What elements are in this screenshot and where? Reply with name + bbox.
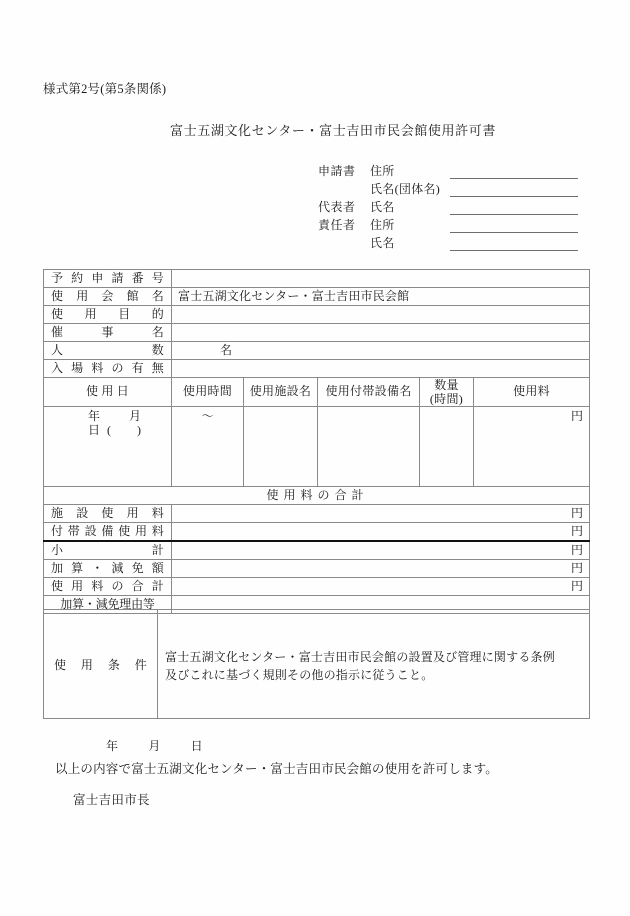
value-hall-name[interactable]: 富士五湖文化センター・富士吉田市民会館	[172, 288, 590, 306]
entry-date-input[interactable]: 年 月 日( )	[44, 407, 172, 487]
entry-quantity-input[interactable]	[420, 407, 474, 487]
representative-name-input[interactable]	[450, 201, 578, 215]
value-reservation-number[interactable]	[172, 270, 590, 288]
value-admission-fee[interactable]	[172, 360, 590, 378]
value-equipment-fee[interactable]: 円	[172, 523, 590, 542]
table-row	[44, 541, 590, 560]
value-adjustment-amount[interactable]: 円	[172, 560, 590, 578]
responsible-name-input[interactable]	[450, 237, 578, 251]
applicant-name-input[interactable]	[450, 183, 578, 197]
label-event-name: 催事名	[44, 324, 172, 342]
entry-time-input[interactable]: ～	[172, 407, 244, 487]
table-row	[44, 342, 590, 360]
fee-total-banner: 使用料の合計	[44, 487, 590, 505]
permit-date-month: 月	[148, 739, 161, 753]
applicant-field-label: 氏名(団体名)	[370, 182, 441, 196]
table-header-row	[44, 378, 590, 407]
column-header-use-date: 使用日	[44, 378, 172, 407]
label-admission-fee: 入場料の有無	[44, 360, 172, 378]
applicant-role-label: 代表者	[318, 200, 356, 214]
applicant-row	[318, 179, 588, 197]
issuer-signature: 富士吉田市長	[73, 793, 150, 807]
applicant-address-input[interactable]	[450, 165, 578, 179]
entry-facility-input[interactable]	[244, 407, 318, 487]
label-fee-total: 使用料の合計	[44, 578, 172, 596]
table-row	[44, 578, 590, 596]
form-code: 様式第2号(第5条関係)	[43, 82, 167, 96]
usage-entry-row	[44, 407, 590, 487]
entry-fee-input[interactable]: 円	[474, 407, 590, 487]
table-row	[44, 324, 590, 342]
value-facility-fee[interactable]: 円	[172, 505, 590, 523]
column-header-equipment: 使用付帯設備名	[318, 378, 420, 407]
column-header-quantity-sub: (時間)	[429, 392, 464, 407]
label-hall-name: 使用会館名	[44, 288, 172, 306]
applicant-role-label: 責任者	[318, 218, 356, 232]
label-reservation-number: 予約申請番号	[44, 270, 172, 288]
table-row	[44, 288, 590, 306]
permit-date-year: 年	[106, 739, 119, 753]
applicant-row	[318, 197, 588, 215]
page-title: 富士五湖文化センター・富士吉田市民会館使用許可書	[170, 123, 496, 138]
label-adjustment-reason: 加算・減免理由等	[44, 596, 172, 614]
responsible-address-input[interactable]	[450, 219, 578, 233]
label-purpose: 使用目的	[44, 306, 172, 324]
table-row	[44, 306, 590, 324]
column-header-quantity	[420, 378, 474, 407]
label-usage-conditions: 使用条件	[44, 610, 158, 719]
table-row	[44, 523, 590, 542]
value-headcount[interactable]: 名	[172, 342, 590, 360]
applicant-field-label: 氏名	[370, 200, 395, 214]
applicant-row	[318, 215, 588, 233]
value-event-name[interactable]	[172, 324, 590, 342]
table-row	[44, 610, 590, 719]
value-fee-total[interactable]: 円	[172, 578, 590, 596]
permit-date-day: 日	[190, 739, 203, 753]
label-headcount: 人数	[44, 342, 172, 360]
table-row	[44, 270, 590, 288]
permit-statement: 以上の内容で富士五湖文化センター・富士吉田市民会館の使用を許可します。	[55, 762, 499, 776]
usage-permit-table	[43, 269, 590, 614]
column-header-fee: 使用料	[474, 378, 590, 407]
table-row	[44, 360, 590, 378]
usage-conditions-line-1: 富士五湖文化センター・富士吉田市民会館の設置及び管理に関する条例	[165, 650, 555, 665]
table-row	[44, 560, 590, 578]
label-subtotal: 小計	[44, 541, 172, 560]
column-header-quantity-main: 数量	[434, 378, 459, 392]
applicant-row	[318, 233, 588, 251]
label-equipment-fee: 付帯設備使用料	[44, 523, 172, 542]
column-header-facility: 使用施設名	[244, 378, 318, 407]
permit-date-line	[106, 737, 203, 754]
usage-conditions-line-2: 及びこれに基づく規則その他の指示に従うこと。	[165, 667, 434, 682]
table-row	[44, 505, 590, 523]
label-facility-fee: 施設使用料	[44, 505, 172, 523]
applicant-role-label: 申請書	[318, 164, 356, 178]
usage-conditions-table	[43, 609, 590, 719]
value-subtotal[interactable]: 円	[172, 541, 590, 560]
applicant-field-label: 氏名	[370, 236, 395, 250]
label-adjustment-amount: 加算・減免額	[44, 560, 172, 578]
value-purpose[interactable]	[172, 306, 590, 324]
entry-equipment-input[interactable]	[318, 407, 420, 487]
usage-conditions-text	[158, 610, 590, 719]
applicant-block	[318, 161, 588, 251]
applicant-field-label: 住所	[370, 164, 395, 178]
applicant-field-label: 住所	[370, 218, 395, 232]
applicant-row	[318, 161, 588, 179]
column-header-use-time: 使用時間	[172, 378, 244, 407]
total-banner-row	[44, 487, 590, 505]
